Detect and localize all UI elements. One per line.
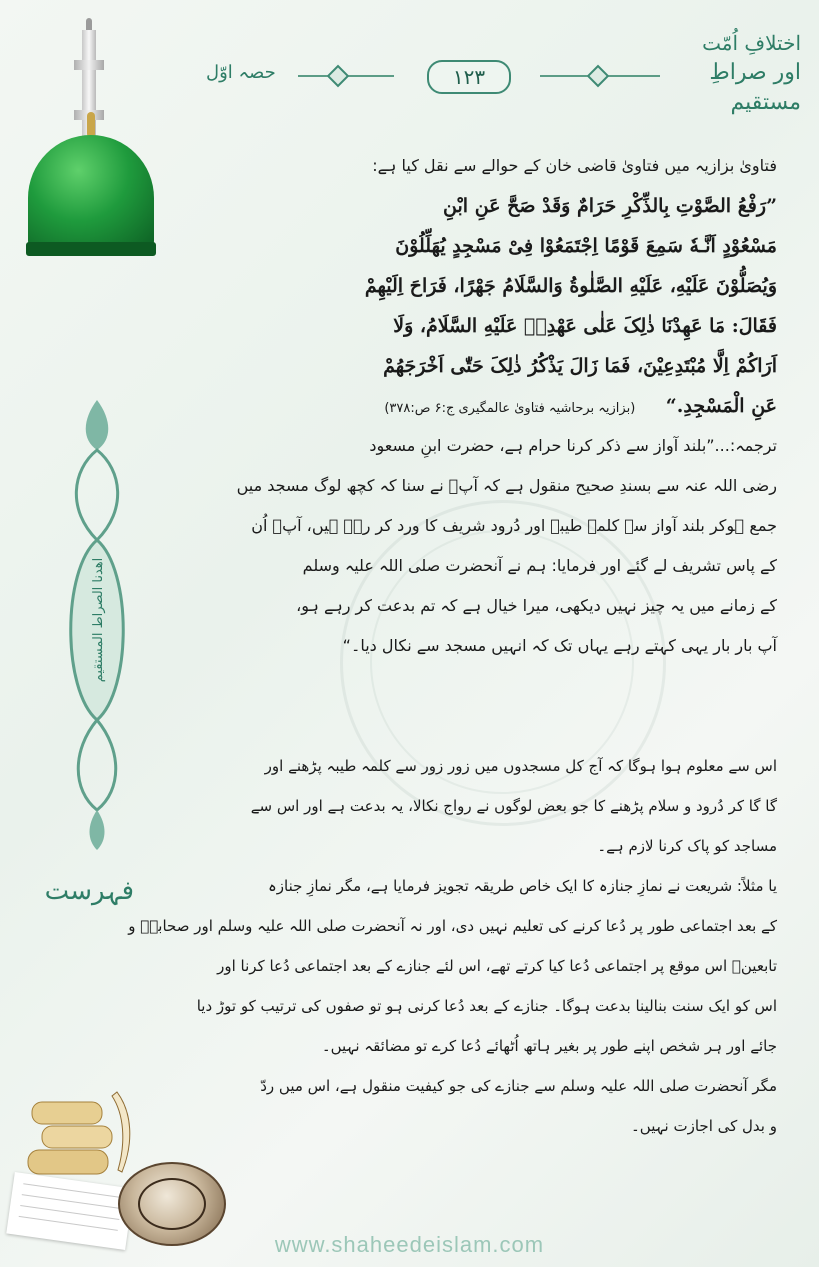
website-link[interactable]: www.shaheedeislam.com	[274, 1232, 545, 1257]
text-line: تابعینؒ اس موقع پر اجتماعی دُعا کیا کرتے تھے، اس لئے جنازے کے بعد اجتماعی دُعا کرنا اور	[217, 957, 777, 975]
page-number: ۱۲۳	[427, 60, 511, 94]
text-line: جائے اور ہر شخص اپنے طور پر بغیر ہاتھ اُٹھائے دُعا کرے تو مضائقہ نہیں۔	[321, 1037, 777, 1055]
index-link[interactable]: فہرست	[44, 876, 134, 906]
text-block-lower	[128, 746, 777, 1146]
sidebar-emblem	[58, 557, 138, 683]
arabic-quote-line: وَیُصَلُّوْنَ عَلَیْهِ، عَلَیْهِ الصَّلٰوةُ وَالسَّلَامُ جَهْرًا، فَرَاحَ اِلَیْهِمْ	[364, 275, 777, 297]
text-line: مساجد کو پاک کرنا لازم ہے۔	[597, 837, 777, 855]
arabic-quote-line: فَقَالَ: مَا عَهِدْنَا ذٰلِکَ عَلٰی عَهْدِهٖ عَلَیْهِ السَّلَامُ، وَلَا	[393, 315, 777, 337]
text-line: و بدل کی اجازت نہیں۔	[631, 1117, 777, 1135]
sidebar-emblem-text: اھدنا الصراط المستقیم	[90, 557, 106, 683]
translation-line: رضی اللہ عنہ سے بسندِ صحیح منقول ہے کہ آپؓ نے سنا کہ کچھ لوگ مسجد میں	[236, 476, 777, 495]
translation-line: جمع ہوکر بلند آواز سے کلمہ طیبہ اور دُرود شریف کا ورد کر رہے ہیں، آپؓ اُن	[251, 516, 777, 535]
translation-line: ترجمہ:...”بلند آواز سے ذکر کرنا حرام ہے، حضرت ابنِ مسعود	[369, 436, 777, 455]
header-ornament-left-icon	[327, 65, 350, 88]
page-number-badge	[392, 58, 542, 94]
arabic-quote-end-line	[257, 386, 777, 426]
section-label: حصہ اوّل	[206, 62, 276, 83]
text-line: اس سے معلوم ہوا ہوگا کہ آج کل مسجدوں میں زور زور سے کلمہ طیبہ پڑھنے اور	[264, 757, 777, 775]
text-line: مگر آنحضرت صلی اللہ علیہ وسلم سے جنازے کی جو کیفیت منقول ہے، اس میں ردّ	[260, 1077, 777, 1095]
text-line: یا مثلاً: شریعت نے نمازِ جنازہ کا ایک خاص طریقہ تجویز فرمایا ہے، مگر نمازِ جنازہ	[268, 877, 777, 895]
arabic-quote-line: ”رَفْعُ الصَّوْتِ بِالذِّکْرِ حَرَامٌ وَقَدْ صَحَّ عَنِ ابْنِ	[443, 195, 777, 217]
translation-line: کے پاس تشریف لے گئے اور فرمایا: ہم نے آنحضرت صلی اللہ علیہ وسلم	[302, 556, 777, 575]
text-block-upper	[236, 146, 777, 666]
arabic-quote-line: مَسْعُوْدٍ اَنَّـهٗ سَمِعَ قَوْمًا اِجْتَمَعُوْا فِیْ مَسْجِدٍ یُهَلِّلُوْنَ	[395, 235, 777, 257]
green-dome-icon	[28, 135, 154, 253]
text-line: اس کو ایک سنت بنالینا بدعت ہوگا۔ جنازے کے بعد دُعا کرنی ہو تو صفوں کی ترتیب کو توڑ دیا	[196, 997, 777, 1015]
book-title-line2: اور صراطِ مستقیم	[709, 60, 801, 115]
text-line: کے بعد اجتماعی طور پر دُعا کرنے کی تعلیم نہیں دی، اور نہ آنحضرت صلی اللہ علیہ وسلم اور صحابہؓ و	[128, 917, 777, 935]
arabic-quote-line: اَرَاکُمْ اِلَّا مُبْتَدِعِیْنَ، فَمَا زَالَ یَذْکُرُ ذٰلِکَ حَتّٰی اَخْرَجَهُمْ	[383, 355, 777, 377]
text-line: فتاویٰ بزازیہ میں فتاویٰ قاضی خان کے حوالے سے نقل کیا ہے:	[372, 156, 777, 175]
book-title-line1: اختلافِ اُمّت	[702, 31, 801, 55]
header-ornament-right-icon	[587, 65, 610, 88]
text-line: گا گا کر دُرود و سلام پڑھنے کا جو بعض لوگوں نے رواج نکالا، یہ بدعت ہے اور اس سے	[250, 797, 777, 815]
arabic-quote-end: عَنِ الْمَسْجِدِ.“	[665, 395, 777, 417]
translation-line: کے زمانے میں یہ چیز نہیں دیکھی، میرا خیال ہے کہ تم بدعت کر رہے ہو،	[296, 596, 777, 615]
reference-citation: (بزازیہ برحاشیہ فتاویٰ عالمگیری ج:۶ ص:۳۷۸)	[384, 401, 636, 416]
book-title	[671, 28, 801, 118]
minaret-balcony-icon	[74, 60, 104, 70]
green-dome-base	[26, 242, 156, 256]
translation-line: آپ بار بار یہی کہتے رہے یہاں تک کہ انہیں مسجد سے نکال دیا۔“	[342, 636, 777, 655]
